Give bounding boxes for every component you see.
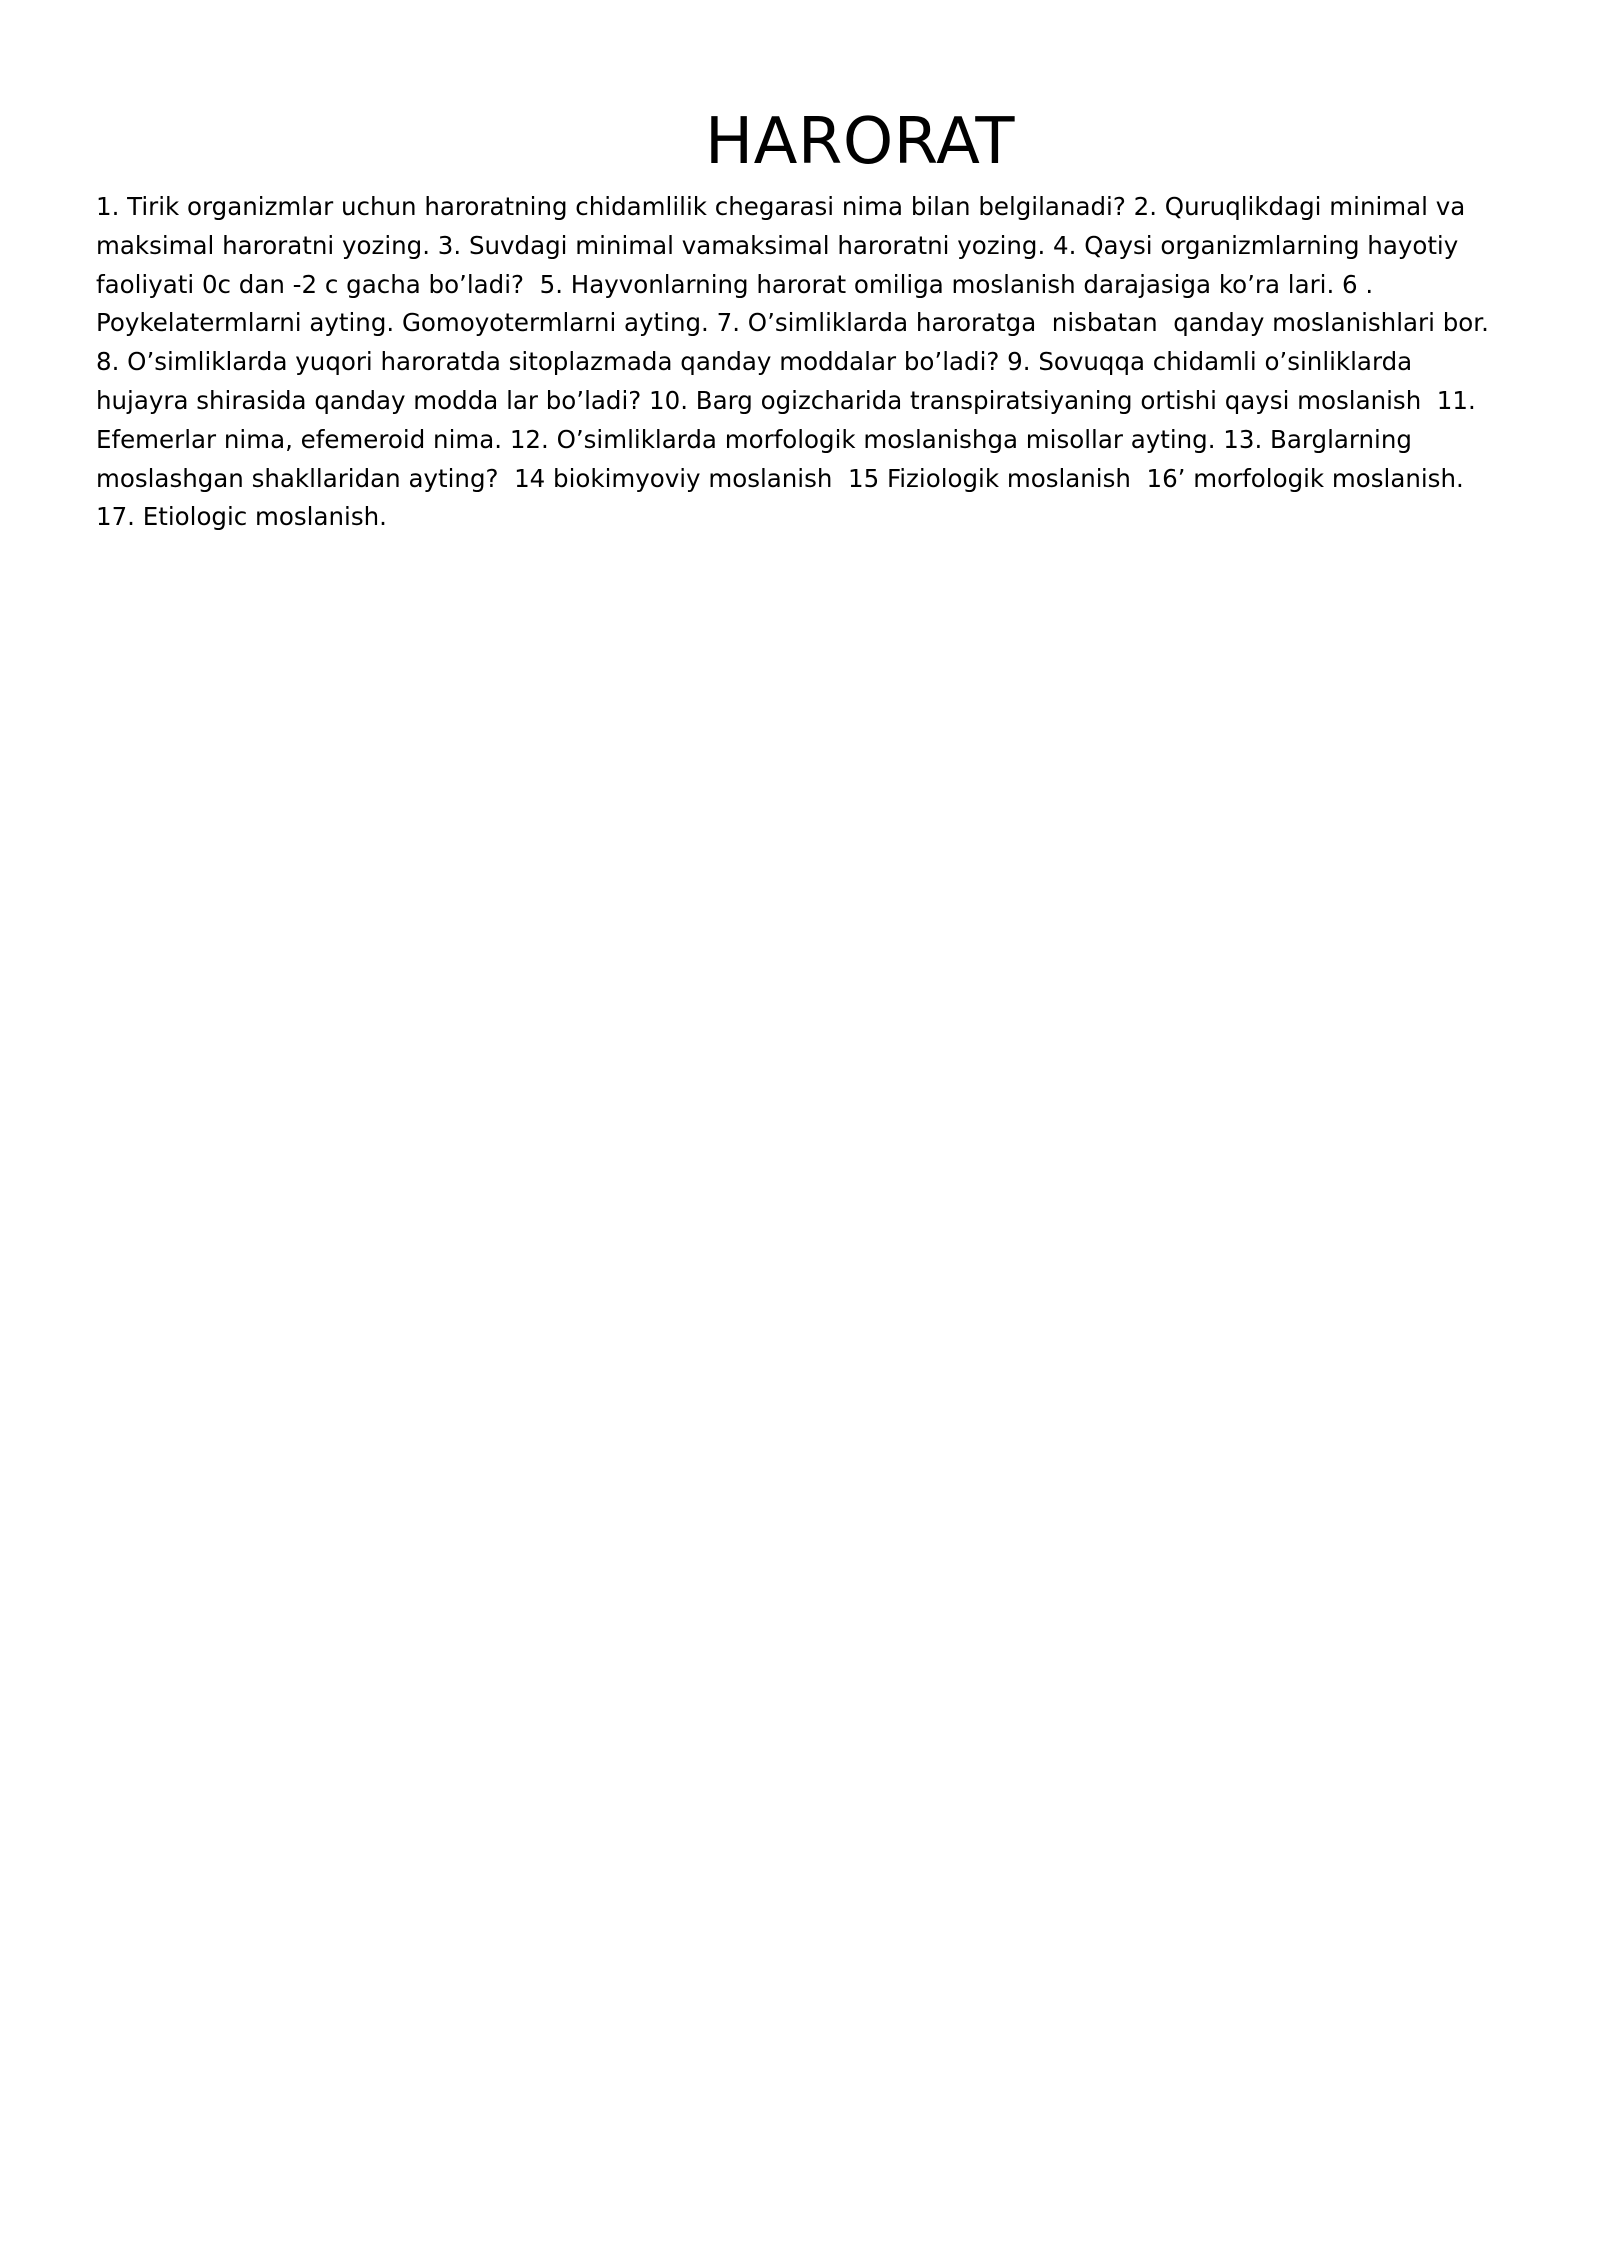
questions-paragraph: 1. Tirik organizmlar uchun haroratning chidamlilik chegarasi nima bilan belgilanadi? 2. Quruqlikdagi minimal va maksimal haroratni yozing. 3. Suvdagi minimal vamaksimal haroratni yozing. 4. Qaysi organizmlarning hayotiy faoliyati 0c dan -2 c gacha bo’ladi? 5. Hayvonlarning harorat omiliga moslanish darajasiga ko’ra lari. 6 . Poykelatermlarni ayting. Gomoyotermlarni ayting. 7. O’simliklarda haroratga nisbatan qanday moslanishlari bor. 8. O’simliklarda yuqori haroratda sitoplazmada qanday moddalar bo’ladi? 9. Sovuqqa chidamli o’sinliklarda hujayra shirasida qanday modda lar bo’ladi? 10. Barg ogizcharida transpiratsiyaning ortishi qaysi moslanish 11. Efemerlar nima, efemeroid nima. 12. O’simliklarda morfologik moslanishga misollar ayting. 13. Barglarning moslashgan shakllaridan ayting? 14 biokimyoviy moslanish 15 Fiziologik moslanish 16’ morfologik moslanish. 17. Etiologic moslanish.	[96, 192, 1497, 532]
page-title: HARORAT	[704, 105, 1016, 179]
